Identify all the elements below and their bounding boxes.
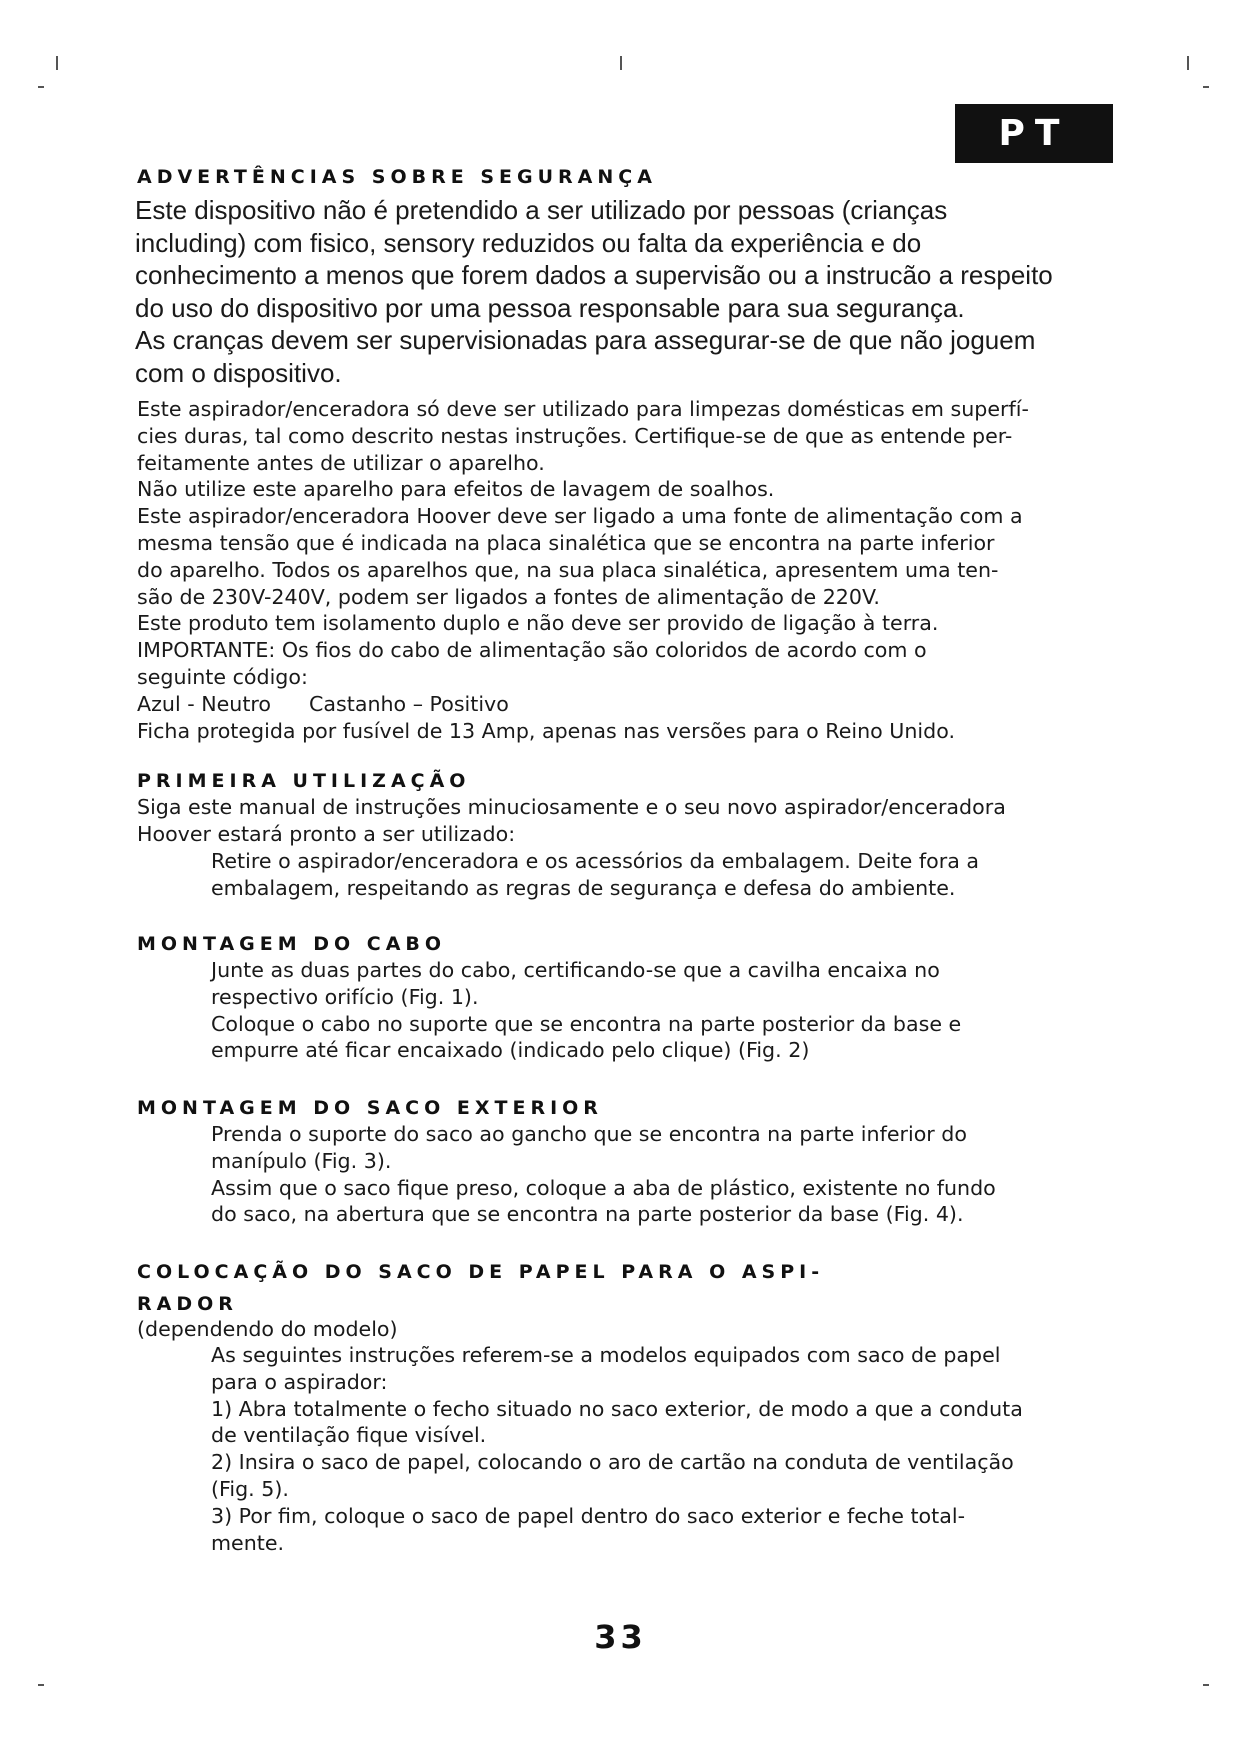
outer-bag-instructions xyxy=(211,1121,1121,1228)
text-line: feitamente antes de utilizar o aparelho. xyxy=(137,450,545,475)
text-line: Hoover estará pronto a ser utilizado: xyxy=(137,821,516,846)
text-line: para o aspirador: xyxy=(211,1369,388,1394)
text-line: Prenda o suporte do saco ao gancho que se encontra na parte inferior do xyxy=(211,1122,967,1146)
text-line: 3) Por fim, coloque o saco de papel dentro do saco exterior e feche total- xyxy=(211,1503,965,1528)
wire-blue: Azul - Neutro xyxy=(137,691,272,716)
cable-heading: MONTAGEM DO CABO xyxy=(137,933,447,955)
text-line: As cranças devem ser supervisionadas para assegurar-se de que não joguem xyxy=(135,325,1036,355)
text-line: Siga este manual de instruções minuciosamente e o seu novo aspirador/enceradora xyxy=(137,795,1006,819)
text-line: Assim que o saco fique preso, coloque a aba de plástico, existente no fundo xyxy=(211,1175,996,1200)
text-line: 2) Insira o saco de papel, colocando o aro de cartão na conduta de ventilação xyxy=(211,1450,1014,1475)
text-line: seguinte código: xyxy=(137,664,308,689)
text-line: do saco, na abertura que se encontra na parte posterior da base (Fig. 4). xyxy=(211,1202,964,1227)
cable-instructions xyxy=(211,957,1121,1064)
text-line: conhecimento a menos que forem dados a supervisão ou a instrucão a respeito xyxy=(135,260,1053,290)
page-number: 33 xyxy=(594,1618,647,1656)
crop-mark-right-top xyxy=(1203,86,1209,88)
text-line: de ventilação fique visível. xyxy=(211,1423,487,1448)
paper-bag-model-note xyxy=(137,1316,1117,1343)
text-line: Coloque o cabo no suporte que se encontra na parte posterior da base e xyxy=(211,1011,962,1036)
outer-bag-heading: MONTAGEM DO SACO EXTERIOR xyxy=(137,1097,603,1119)
text-line: Este aspirador/enceradora só deve ser utilizado para limpezas domésticas em superfí- xyxy=(137,397,1029,421)
paper-bag-heading: COLOCAÇÃO DO SACO DE PAPEL PARA O ASPI- xyxy=(137,1261,825,1283)
wire-brown: Castanho – Positivo xyxy=(309,691,509,716)
language-badge: PT xyxy=(955,104,1113,163)
text-line: embalagem, respeitando as regras de segurança e defesa do ambiente. xyxy=(211,875,956,900)
crop-mark-right-bottom xyxy=(1203,1684,1209,1686)
crop-mark-left-top xyxy=(38,86,44,88)
text-line: Junte as duas partes do cabo, certificando-se que a cavilha encaixa no xyxy=(211,958,940,982)
wire-colour-line xyxy=(137,691,1117,718)
text-line: (Fig. 5). xyxy=(211,1476,289,1501)
text-line: mesma tensão que é indicada na placa sinalética que se encontra na parte inferior xyxy=(137,530,995,555)
text-line: do uso do dispositivo por uma pessoa responsable para sua segurança. xyxy=(135,292,965,323)
text-line: Não utilize este aparelho para efeitos de lavagem de soalhos. xyxy=(137,477,775,502)
text-line: mente. xyxy=(211,1530,285,1555)
text-line: com o dispositivo. xyxy=(135,357,342,388)
text-line: Retire o aspirador/enceradora e os acessórios da embalagem. Deite fora a xyxy=(211,849,980,873)
first-use-intro xyxy=(137,794,1117,848)
crop-mark-top-center xyxy=(620,56,622,70)
text-line: cies duras, tal como descrito nestas instruções. Certifique-se de que as entende per- xyxy=(137,423,1013,448)
safety-lead-paragraph xyxy=(135,194,1135,389)
first-use-heading: PRIMEIRA UTILIZAÇÃO xyxy=(137,770,471,792)
safety-body-paragraph xyxy=(137,396,1117,744)
text-line: IMPORTANTE: Os fios do cabo de alimentação são coloridos de acordo com o xyxy=(137,638,927,663)
text-line: including) com fisico, sensory reduzidos ou falta da experiência e do xyxy=(135,227,922,258)
text-line: Este aspirador/enceradora Hoover deve ser ligado a uma fonte de alimentação com a xyxy=(137,504,1023,529)
text-line: 1) Abra totalmente o fecho situado no saco exterior, de modo a que a conduta xyxy=(211,1396,1023,1421)
crop-mark-top-right xyxy=(1187,56,1189,70)
paper-bag-heading-continued: RADOR xyxy=(137,1293,238,1315)
text-line: do aparelho. Todos os aparelhos que, na sua placa sinalética, apresentem uma ten- xyxy=(137,557,999,582)
first-use-step xyxy=(211,848,1121,902)
text-line: Este produto tem isolamento duplo e não deve ser provido de ligação à terra. xyxy=(137,611,939,636)
crop-mark-left-bottom xyxy=(38,1684,44,1686)
safety-heading: ADVERTÊNCIAS SOBRE SEGURANÇA xyxy=(137,166,657,188)
fuse-note: Ficha protegida por fusível de 13 Amp, apenas nas versões para o Reino Unido. xyxy=(137,718,955,743)
text-line: respectivo orifício (Fig. 1). xyxy=(211,984,479,1009)
text-line: empurre até ficar encaixado (indicado pelo clique) (Fig. 2) xyxy=(211,1038,810,1063)
text-line: As seguintes instruções referem-se a modelos equipados com saco de papel xyxy=(211,1343,1001,1367)
text-line: (dependendo do modelo) xyxy=(137,1317,398,1341)
text-line: são de 230V-240V, podem ser ligados a fontes de alimentação de 220V. xyxy=(137,584,880,609)
paper-bag-instructions xyxy=(211,1342,1121,1556)
text-line: manípulo (Fig. 3). xyxy=(211,1148,392,1173)
crop-mark-top-left xyxy=(56,56,58,70)
text-line: Este dispositivo não é pretendido a ser utilizado por pessoas (crianças xyxy=(135,195,948,225)
